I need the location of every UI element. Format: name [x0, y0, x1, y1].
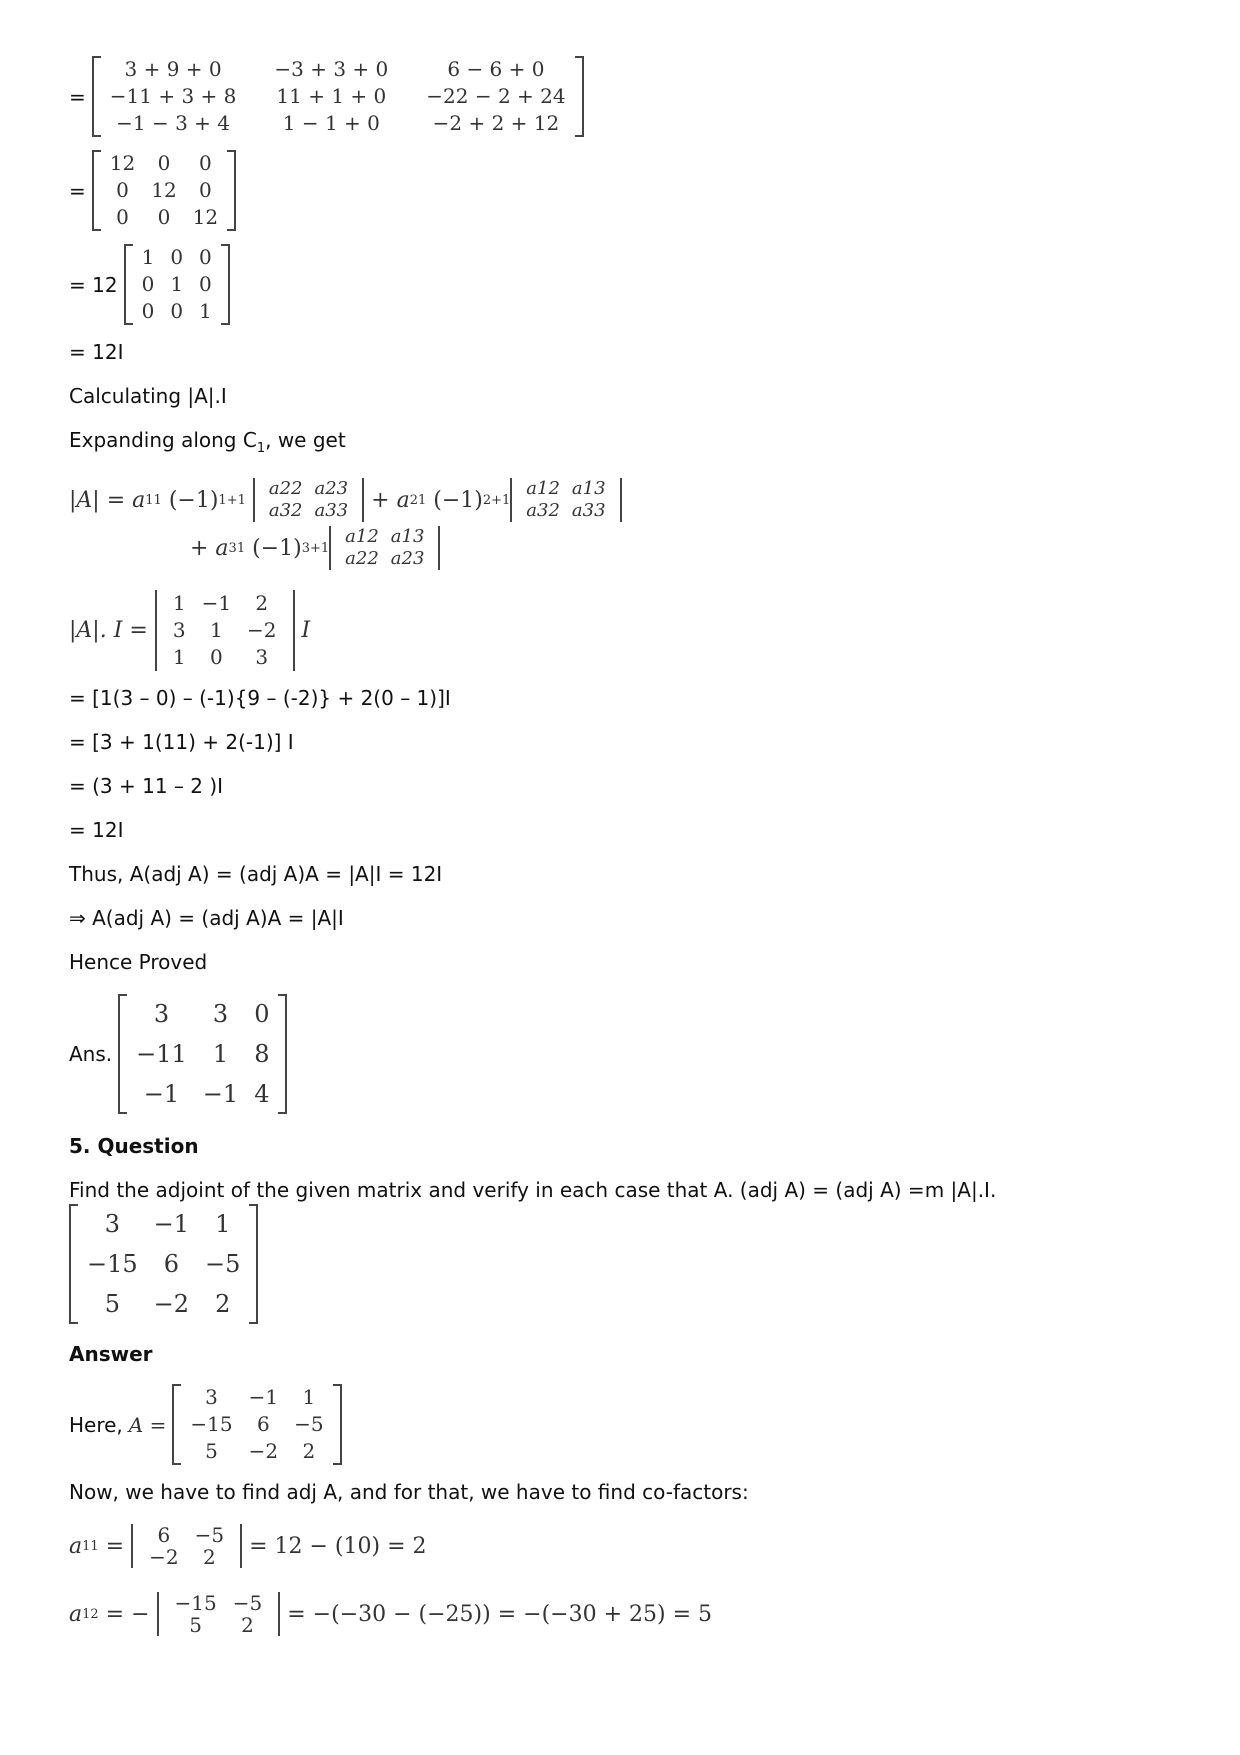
det-cell: 3 — [255, 645, 269, 669]
matrix-cell: 0 — [157, 151, 171, 175]
matrix-cell: 1 — [302, 1385, 316, 1409]
cofactor-det — [157, 1592, 281, 1636]
expansion-det-1 — [253, 478, 364, 522]
det-cell: 1 — [172, 645, 186, 669]
matrix-cell: 0 — [199, 272, 212, 296]
det-cell: 2 — [255, 591, 269, 615]
expansion-line-2 — [190, 526, 440, 570]
det-cell: a33 — [314, 500, 349, 521]
det-cell: a23 — [314, 478, 349, 499]
det-cell: 2 — [241, 1613, 254, 1637]
matrix-cell: −11 — [136, 1040, 187, 1068]
det-cell: −1 — [201, 591, 232, 615]
step-line: Hence Proved — [69, 950, 208, 974]
matrix-cell: 1 — [199, 299, 212, 323]
det-cell: −5 — [194, 1523, 225, 1547]
det-cell: −15 — [174, 1591, 217, 1615]
matrix-cell: −1 — [248, 1385, 279, 1409]
expansion-plus: + a — [190, 535, 229, 561]
expand-text: Expanding along C — [69, 428, 257, 452]
det-ai-table — [165, 590, 285, 671]
matrix-identity-prefix: = 12 — [69, 272, 118, 297]
expand-sub: 1 — [256, 441, 266, 456]
matrix-sum-row — [69, 56, 584, 137]
det-cell: a22 — [268, 478, 303, 499]
expansion-det-2 — [510, 478, 621, 522]
expansion-lhs: |A| = — [69, 487, 126, 513]
calc-heading: Calculating |A|.I — [69, 384, 227, 408]
cofactor-det — [131, 1524, 242, 1568]
matrix-cell: 0 — [170, 245, 184, 269]
here-matrix — [172, 1384, 341, 1465]
matrix-cell: 11 + 1 + 0 — [276, 84, 387, 108]
answer-matrix — [118, 994, 287, 1114]
question-text: Find the adjoint of the given matrix and verify in each case that A. (adj A) = (adj A) =m |A|.I. — [69, 1178, 997, 1202]
cofactor-lhs: a — [69, 1533, 83, 1559]
here-var: A = — [128, 1412, 167, 1437]
det-cell: a12 — [526, 478, 560, 499]
question-matrix-table — [79, 1204, 248, 1324]
cofactor-rhs: = −(−30 − (−25)) = −(−30 + 25) = 5 — [287, 1601, 712, 1627]
matrix-cell: 2 — [215, 1290, 231, 1318]
matrix-sum-table — [102, 56, 574, 137]
matrix-cell: 0 — [170, 299, 184, 323]
step-line: = (3 + 11 – 2 )I — [69, 774, 224, 798]
expansion-plus: + a — [371, 487, 410, 513]
matrix-cell: 3 + 9 + 0 — [124, 57, 222, 81]
det-ai-row — [69, 590, 310, 671]
det-table — [263, 478, 354, 522]
expand-line — [69, 428, 346, 461]
matrix-cell: −1 − 3 + 4 — [116, 111, 231, 135]
matrix-cell: −2 — [153, 1290, 190, 1318]
matrix-12-table — [102, 150, 226, 231]
expansion-sub: 21 — [409, 492, 427, 508]
matrix-cell: 0 — [141, 272, 155, 296]
matrix-cell: 12 — [151, 178, 177, 202]
matrix-cell: −5 — [294, 1412, 324, 1436]
det-cell: a12 — [345, 526, 379, 547]
cofactor-intro: Now, we have to find adj A, and for that, we have to find co-factors: — [69, 1480, 749, 1504]
expansion-det-3 — [329, 526, 440, 570]
matrix-12 — [92, 150, 236, 231]
matrix-identity — [124, 244, 230, 325]
matrix-cell: 6 — [256, 1412, 270, 1436]
matrix-cell: 0 — [116, 205, 129, 229]
det-cell: a32 — [268, 500, 303, 521]
matrix-cell: −2 — [248, 1439, 279, 1463]
matrix-cell: 0 — [116, 178, 129, 202]
step-line: = [3 + 1(11) + 2(-1)] I — [69, 730, 294, 754]
matrix-cell: 12 — [192, 205, 219, 229]
det-table — [520, 478, 611, 522]
det-cell: a13 — [390, 526, 425, 547]
det-cell: a23 — [390, 548, 425, 569]
matrix-cell: −11 + 3 + 8 — [109, 84, 237, 108]
matrix-cell: 0 — [199, 245, 212, 269]
det-cell: −2 — [149, 1545, 179, 1569]
expansion-sub: 11 — [145, 492, 162, 508]
det-cell: −2 — [247, 618, 277, 642]
matrix-cell: −1 — [153, 1210, 190, 1238]
here-label: Here, — [69, 1412, 123, 1437]
answer-matrix-row — [69, 994, 287, 1114]
det-table — [167, 1592, 271, 1636]
cofactor-sub: 12 — [82, 1606, 99, 1622]
matrix-cell: 0 — [199, 178, 212, 202]
matrix-cell: 1 — [141, 245, 155, 269]
cofactor-rhs: = 12 − (10) = 2 — [249, 1533, 427, 1559]
matrix-identity-row — [69, 244, 230, 325]
step-line: = 12I — [69, 818, 124, 842]
matrix-cell: 1 − 1 + 0 — [282, 111, 380, 135]
matrix-cell: 0 — [157, 205, 171, 229]
matrix-cell: −1 — [202, 1080, 239, 1108]
det-cell: −5 — [232, 1591, 263, 1615]
expansion-pow: 2+1 — [482, 492, 511, 508]
det-ai-suffix: I — [301, 618, 311, 643]
matrix-cell: −3 + 3 + 0 — [274, 57, 389, 81]
matrix-cell: 4 — [254, 1080, 270, 1108]
expansion-line-1 — [69, 478, 622, 522]
expansion-pow-base: (−1) — [168, 487, 219, 513]
det-cell: 6 — [157, 1523, 171, 1547]
det-ai — [155, 590, 295, 671]
matrix-cell: 0 — [254, 1000, 270, 1028]
det-table — [339, 526, 430, 570]
matrix-cell: 12 — [109, 151, 136, 175]
matrix-cell: 8 — [254, 1040, 270, 1068]
here-row — [69, 1384, 342, 1465]
matrix-cell: −22 − 2 + 24 — [426, 84, 566, 108]
matrix-12-row — [69, 150, 236, 231]
det-cell: 1 — [172, 591, 186, 615]
matrix-cell: 0 — [141, 299, 155, 323]
det-cell: 5 — [189, 1613, 203, 1637]
det-cell: 0 — [209, 645, 223, 669]
det-cell: a32 — [526, 500, 560, 521]
matrix-cell: −5 — [205, 1250, 241, 1278]
matrix-cell: 0 — [199, 151, 212, 175]
cofactor-eq: = — [105, 1533, 125, 1559]
det-cell: 3 — [172, 618, 186, 642]
matrix-cell: 6 − 6 + 0 — [447, 57, 545, 81]
det-table — [141, 1524, 232, 1568]
expansion-sub: 31 — [228, 540, 246, 556]
expansion-coef: a — [132, 487, 146, 513]
matrix-cell: 3 — [205, 1385, 218, 1409]
expansion-pow-base: (−1) — [252, 535, 302, 561]
question-matrix — [69, 1204, 258, 1324]
det-cell: a13 — [571, 478, 606, 499]
matrix-cell: −1 — [143, 1080, 180, 1108]
step-line: ⇒ A(adj A) = (adj A)A = |A|I — [69, 906, 344, 930]
question-title: 5. Question — [69, 1134, 199, 1158]
matrix-cell: −15 — [87, 1250, 138, 1278]
cofactor-lhs: a — [69, 1601, 83, 1627]
cofactor-sub: 11 — [82, 1538, 99, 1554]
answer-heading: Answer — [69, 1342, 153, 1366]
here-matrix-table — [182, 1384, 331, 1465]
expansion-pow-base: (−1) — [433, 487, 483, 513]
matrix-sum — [92, 56, 584, 137]
det-cell: a33 — [571, 500, 606, 521]
det-cell: 1 — [209, 618, 223, 642]
matrix-sum-prefix: = — [69, 84, 86, 109]
matrix-cell: 5 — [205, 1439, 218, 1463]
step-line: Thus, A(adj A) = (adj A)A = |A|I = 12I — [69, 862, 443, 886]
det-ai-prefix: |A|. I = — [69, 618, 148, 643]
det-cell: 2 — [202, 1545, 216, 1569]
cofactor-a11 — [69, 1524, 427, 1568]
matrix-cell: 5 — [104, 1290, 120, 1318]
matrix-cell: 1 — [212, 1040, 229, 1068]
matrix-cell: 3 — [153, 1000, 170, 1028]
expand-suffix: , we get — [265, 428, 346, 452]
matrix-cell: 2 — [302, 1439, 316, 1463]
answer-matrix-table — [128, 994, 277, 1114]
expansion-pow: 1+1 — [218, 492, 246, 508]
result-12i: = 12I — [69, 340, 124, 364]
matrix-12-prefix: = — [69, 178, 86, 203]
step-line: = [1(3 – 0) – (-1){9 – (-2)} + 2(0 – 1)]I — [69, 686, 451, 710]
matrix-cell: 1 — [215, 1210, 231, 1238]
matrix-cell: −2 + 2 + 12 — [432, 111, 560, 135]
answer-label: Ans. — [69, 1042, 113, 1066]
cofactor-eq: = − — [105, 1601, 150, 1627]
matrix-cell: 3 — [104, 1210, 120, 1238]
det-cell: a22 — [345, 548, 379, 569]
matrix-cell: 6 — [163, 1250, 179, 1278]
matrix-cell: 3 — [212, 1000, 229, 1028]
matrix-cell: −15 — [190, 1412, 233, 1436]
question-matrix-row — [69, 1204, 258, 1324]
matrix-cell: 1 — [170, 272, 184, 296]
expansion-pow: 3+1 — [301, 540, 330, 556]
matrix-identity-table — [134, 244, 220, 325]
cofactor-a12 — [69, 1592, 712, 1636]
